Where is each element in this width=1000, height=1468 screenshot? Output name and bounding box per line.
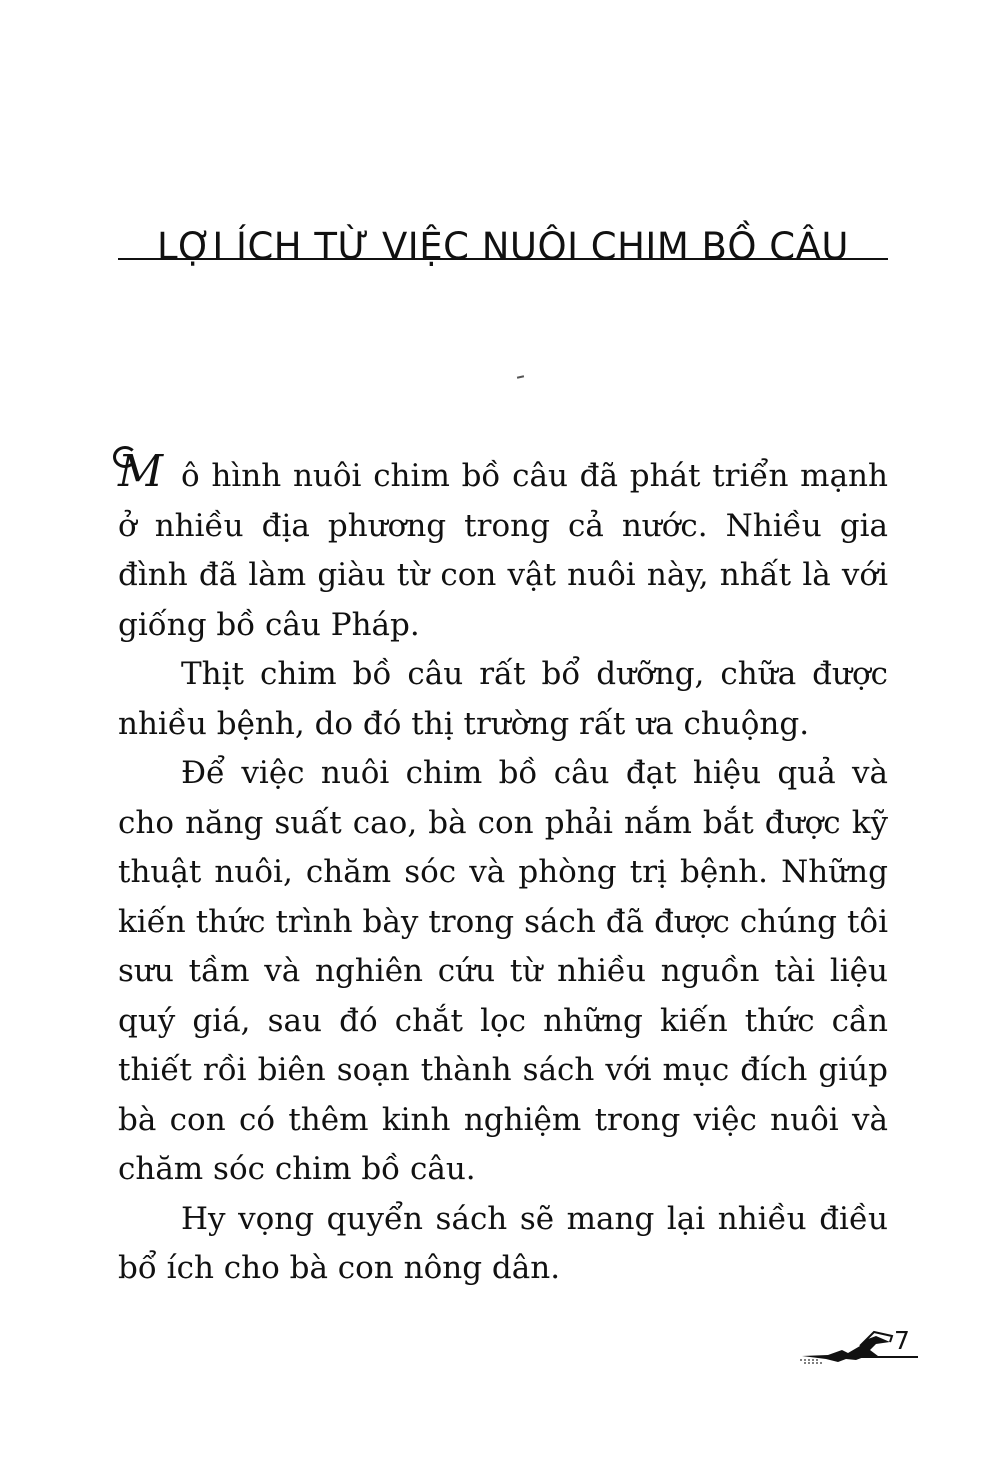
chapter-title: LỢI ÍCH TỪ VIỆC NUÔI CHIM BỒ CÂU bbox=[156, 224, 849, 268]
title-divider bbox=[118, 258, 888, 260]
paragraph-1 bbox=[118, 446, 888, 650]
flying-bird-icon bbox=[798, 1326, 898, 1366]
footer-rule bbox=[858, 1356, 918, 1358]
paragraph-3: Để việc nuôi chim bồ câu đạt hiệu quả và cho năng suất cao, bà con phải nắm bắt được kỹ thuật nuôi, chăm sóc và phòng trị bệnh. Những kiến thức trình bày trong sách đã được chúng tôi sưu tầm và nghiên cứu từ nhiều nguồn tài liệu quý giá, sau đó chắt lọc những kiến thức cần thiết rồi biên soạn thành sách với mục đích giúp bà con có thêm kinh nghiệm trong việc nuôi và chăm sóc chim bồ câu. bbox=[118, 755, 888, 1187]
drop-cap bbox=[118, 446, 181, 497]
paragraph-4: Hy vọng quyển sách sẽ mang lại nhiều điều bổ ích cho bà con nông dân. bbox=[118, 1200, 888, 1286]
paragraph-1-text: ô hình nuôi chim bồ câu đã phát triển mạnh ở nhiều địa phương trong cả nước. Nhiều gia đình đã làm giàu từ con vật nuôi này, nhất là với giống bồ câu Pháp. bbox=[118, 458, 888, 643]
drop-cap-swash bbox=[113, 446, 137, 468]
drop-cap-letter: M bbox=[118, 446, 164, 497]
body-text bbox=[118, 446, 888, 1294]
page-footer bbox=[798, 1326, 923, 1366]
paragraph-2: Thịt chim bồ câu rất bổ dưỡng, chữa được nhiều bệnh, do đó thị trường rất ưa chuộng. bbox=[118, 656, 888, 742]
scan-speck bbox=[517, 375, 524, 378]
page-number: 7 bbox=[894, 1326, 910, 1355]
